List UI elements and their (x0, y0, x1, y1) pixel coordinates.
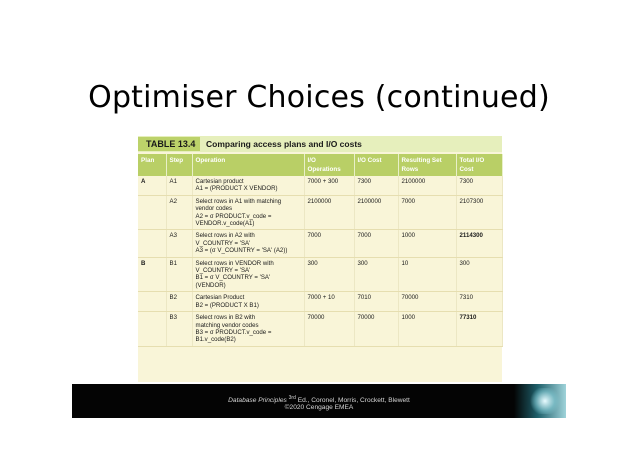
cell-io-operations: 2100000 (304, 195, 354, 230)
table-number: TABLE 13.4 (138, 137, 200, 151)
operation-line: Cartesian Product (195, 294, 245, 302)
cell-io-cost: 7010 (354, 292, 398, 312)
header-total-io-cost: Total I/O Cost (456, 154, 502, 176)
table-header-bar (138, 136, 502, 152)
cell-total-io-cost: 2114300 (456, 230, 502, 257)
operation-line: B2 = (PRODUCT X B1) (195, 301, 259, 309)
operation-line: Cartesian product (195, 178, 244, 185)
cell-resulting-rows: 70000 (398, 292, 456, 312)
table-caption: Comparing access plans and I/O costs (206, 139, 362, 149)
cell-total-io-cost: 300 (456, 257, 502, 292)
cell-io-cost: 7000 (354, 230, 398, 257)
cell-plan (138, 195, 166, 230)
operation-line: Select rows in VENDOR with (195, 259, 274, 267)
cell-io-operations: 300 (304, 257, 354, 292)
cell-resulting-rows: 1000 (398, 230, 456, 257)
cell-total-io-cost: 2107300 (456, 195, 502, 230)
table-row (138, 176, 502, 195)
comparison-table-figure (138, 136, 502, 382)
cell-step: B1 (166, 257, 192, 292)
header-step: Step (166, 154, 192, 176)
table-row (138, 195, 502, 230)
cell-resulting-rows: 10 (398, 257, 456, 292)
operation-line: matching vendor codes (195, 321, 259, 329)
cell-step: B3 (166, 312, 192, 347)
cell-io-cost: 300 (354, 257, 398, 292)
cell-total-io-cost: 7310 (456, 292, 502, 312)
slide-footer (72, 384, 566, 418)
cell-resulting-rows: 7000 (398, 195, 456, 230)
operation-line: Select rows in A2 with (195, 232, 255, 240)
cell-total-io-cost: 7300 (456, 176, 502, 195)
header-plan: Plan (138, 154, 166, 176)
cell-step: A2 (166, 195, 192, 230)
cell-plan: B (138, 257, 166, 292)
footer-copyright: ©2020 Cengage EMEA (284, 404, 354, 411)
cell-plan (138, 230, 166, 257)
cell-io-cost: 7300 (354, 176, 398, 195)
cell-resulting-rows: 1000 (398, 312, 456, 347)
cell-operation (192, 312, 304, 347)
header-resulting-rows: Resulting Set Rows (398, 154, 456, 176)
cell-operation (192, 195, 304, 230)
header-io-cost: I/O Cost (354, 154, 398, 176)
operation-line: Select rows in A1 with matching (195, 197, 282, 205)
access-plans-table (138, 154, 503, 347)
cell-resulting-rows: 2100000 (398, 176, 456, 195)
cell-operation (192, 176, 304, 195)
table-row (138, 312, 502, 347)
cell-operation (192, 292, 304, 312)
table-row (138, 257, 502, 292)
cell-io-operations: 7000 + 10 (304, 292, 354, 312)
footer-glow-graphic (514, 384, 566, 418)
operation-line: A1 = (PRODUCT X VENDOR) (195, 185, 278, 193)
operation-line: B3 = σ PRODUCT.v_code = (195, 328, 272, 336)
operation-line: (VENDOR) (195, 281, 226, 289)
cell-step: B2 (166, 292, 192, 312)
cell-plan (138, 292, 166, 312)
cell-io-operations: 70000 (304, 312, 354, 347)
table-body (138, 176, 502, 346)
table-row (138, 230, 502, 257)
operation-line: A2 = σ PRODUCT.v_code = (195, 212, 272, 220)
footer-book-title: Database Principles (228, 397, 287, 405)
cell-plan: A (138, 176, 166, 195)
operation-line: A3 = (σ V_COUNTRY = 'SA' (A2)) (195, 247, 288, 255)
header-operation: Operation (192, 154, 304, 176)
cell-total-io-cost: 77310 (456, 312, 502, 347)
cell-io-operations: 7000 + 300 (304, 176, 354, 195)
cell-step: A3 (166, 230, 192, 257)
cell-io-cost: 70000 (354, 312, 398, 347)
operation-line: B1 = σ V_COUNTRY = 'SA' (195, 274, 271, 282)
operation-line: Select rows in B2 with (195, 314, 256, 322)
operation-line: VENDOR.v_code(A1) (195, 220, 255, 228)
cell-operation (192, 257, 304, 292)
operation-line: B1.v_code(B2) (195, 336, 236, 344)
table-header-row (138, 154, 502, 176)
cell-io-cost: 2100000 (354, 195, 398, 230)
operation-line: V_COUNTRY = 'SA' (195, 239, 251, 247)
cell-operation (192, 230, 304, 257)
cell-io-operations: 7000 (304, 230, 354, 257)
cell-step: A1 (166, 176, 192, 195)
footer-edition: $^{3rd}$ Ed., Coronel, Morris, Crockett, Blewett (288, 395, 410, 405)
operation-line: vendor codes (195, 205, 233, 213)
slide-title: Optimiser Choices (continued) (88, 80, 550, 115)
table-row (138, 292, 502, 312)
cell-plan (138, 312, 166, 347)
operation-line: V_COUNTRY = 'SA' (195, 267, 251, 275)
header-io-operations: I/O Operations (304, 154, 354, 176)
